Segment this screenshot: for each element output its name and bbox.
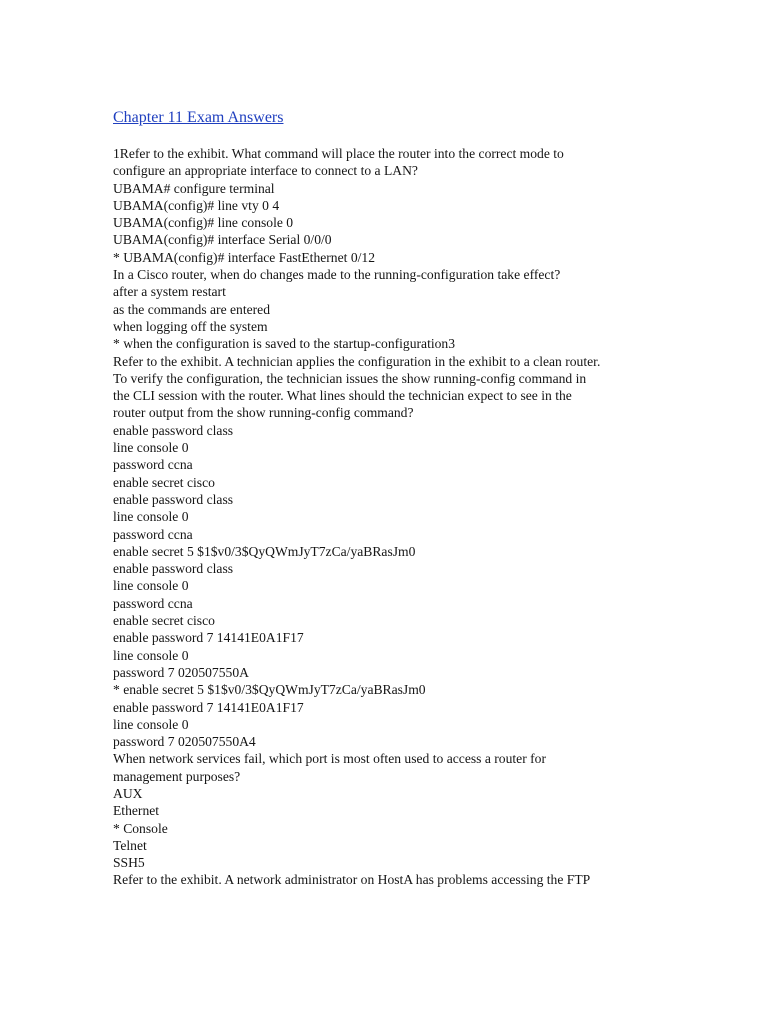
text-line: when logging off the system	[113, 318, 268, 334]
text-line: password 7 020507550A4	[113, 734, 256, 750]
text-line: UBAMA(config)# line console 0	[113, 215, 294, 231]
text-line: Ethernet	[113, 803, 160, 819]
text-line: the CLI session with the router. What lines should the technician expect to see in the	[113, 388, 572, 404]
text-line: 1Refer to the exhibit. What command will place the router into the correct mode to	[113, 146, 564, 161]
text-line: Telnet	[113, 837, 147, 853]
text-line: management purposes?	[113, 768, 241, 784]
text-line: password ccna	[113, 457, 193, 473]
text-line: as the commands are entered	[113, 301, 271, 317]
text-line: To verify the configuration, the technician issues the show running-config command in	[113, 370, 587, 386]
text-line: SSH5	[113, 855, 145, 871]
text-line: password ccna	[113, 595, 193, 611]
text-line: configure an appropriate interface to connect to a LAN?	[113, 163, 418, 179]
text-line: line console 0	[113, 647, 189, 663]
text-line: * UBAMA(config)# interface FastEthernet 0/12	[113, 249, 375, 265]
text-line: In a Cisco router, when do changes made to the running-configuration take effect?	[113, 267, 561, 283]
text-line: Refer to the exhibit. A network administrator on HostA has problems accessing the FTP	[113, 872, 591, 888]
text-line: enable secret cisco	[113, 613, 215, 629]
text-line: AUX	[113, 785, 143, 801]
text-line: line console 0	[113, 509, 189, 525]
text-line: enable password 7 14141E0A1F17	[113, 699, 304, 715]
text-line: UBAMA(config)# interface Serial 0/0/0	[113, 232, 332, 248]
text-line: UBAMA(config)# line vty 0 4	[113, 197, 280, 213]
text-line: When network services fail, which port is most often used to access a router for	[113, 751, 546, 767]
text-line: * Console	[113, 820, 168, 836]
text-line: line console 0	[113, 716, 189, 732]
text-line: enable secret 5 $1$v0/3$QyQWmJyT7zCa/yaBRasJm0	[113, 543, 416, 559]
text-line: line console 0	[113, 578, 189, 594]
text-line: * enable secret 5 $1$v0/3$QyQWmJyT7zCa/yaBRasJm0	[113, 682, 426, 698]
text-line: enable password class	[113, 561, 234, 577]
chapter-title-link[interactable]: Chapter 11 Exam Answers	[113, 109, 284, 126]
text-line: line console 0	[113, 440, 189, 456]
text-line: * when the configuration is saved to the startup-configuration3	[113, 336, 456, 352]
text-line: UBAMA# configure terminal	[113, 180, 275, 196]
text-line: router output from the show running-config command?	[113, 405, 414, 421]
text-line: Refer to the exhibit. A technician applies the configuration in the exhibit to a clean router.	[113, 353, 601, 369]
text-line: enable password 7 14141E0A1F17	[113, 630, 304, 646]
exam-answers-body	[113, 145, 673, 889]
text-line: enable secret cisco	[113, 474, 215, 490]
text-line: password ccna	[113, 526, 193, 542]
text-line: enable password class	[113, 422, 234, 438]
text-line: password 7 020507550A	[113, 664, 249, 680]
text-line: enable password class	[113, 491, 234, 507]
text-line: after a system restart	[113, 284, 226, 300]
